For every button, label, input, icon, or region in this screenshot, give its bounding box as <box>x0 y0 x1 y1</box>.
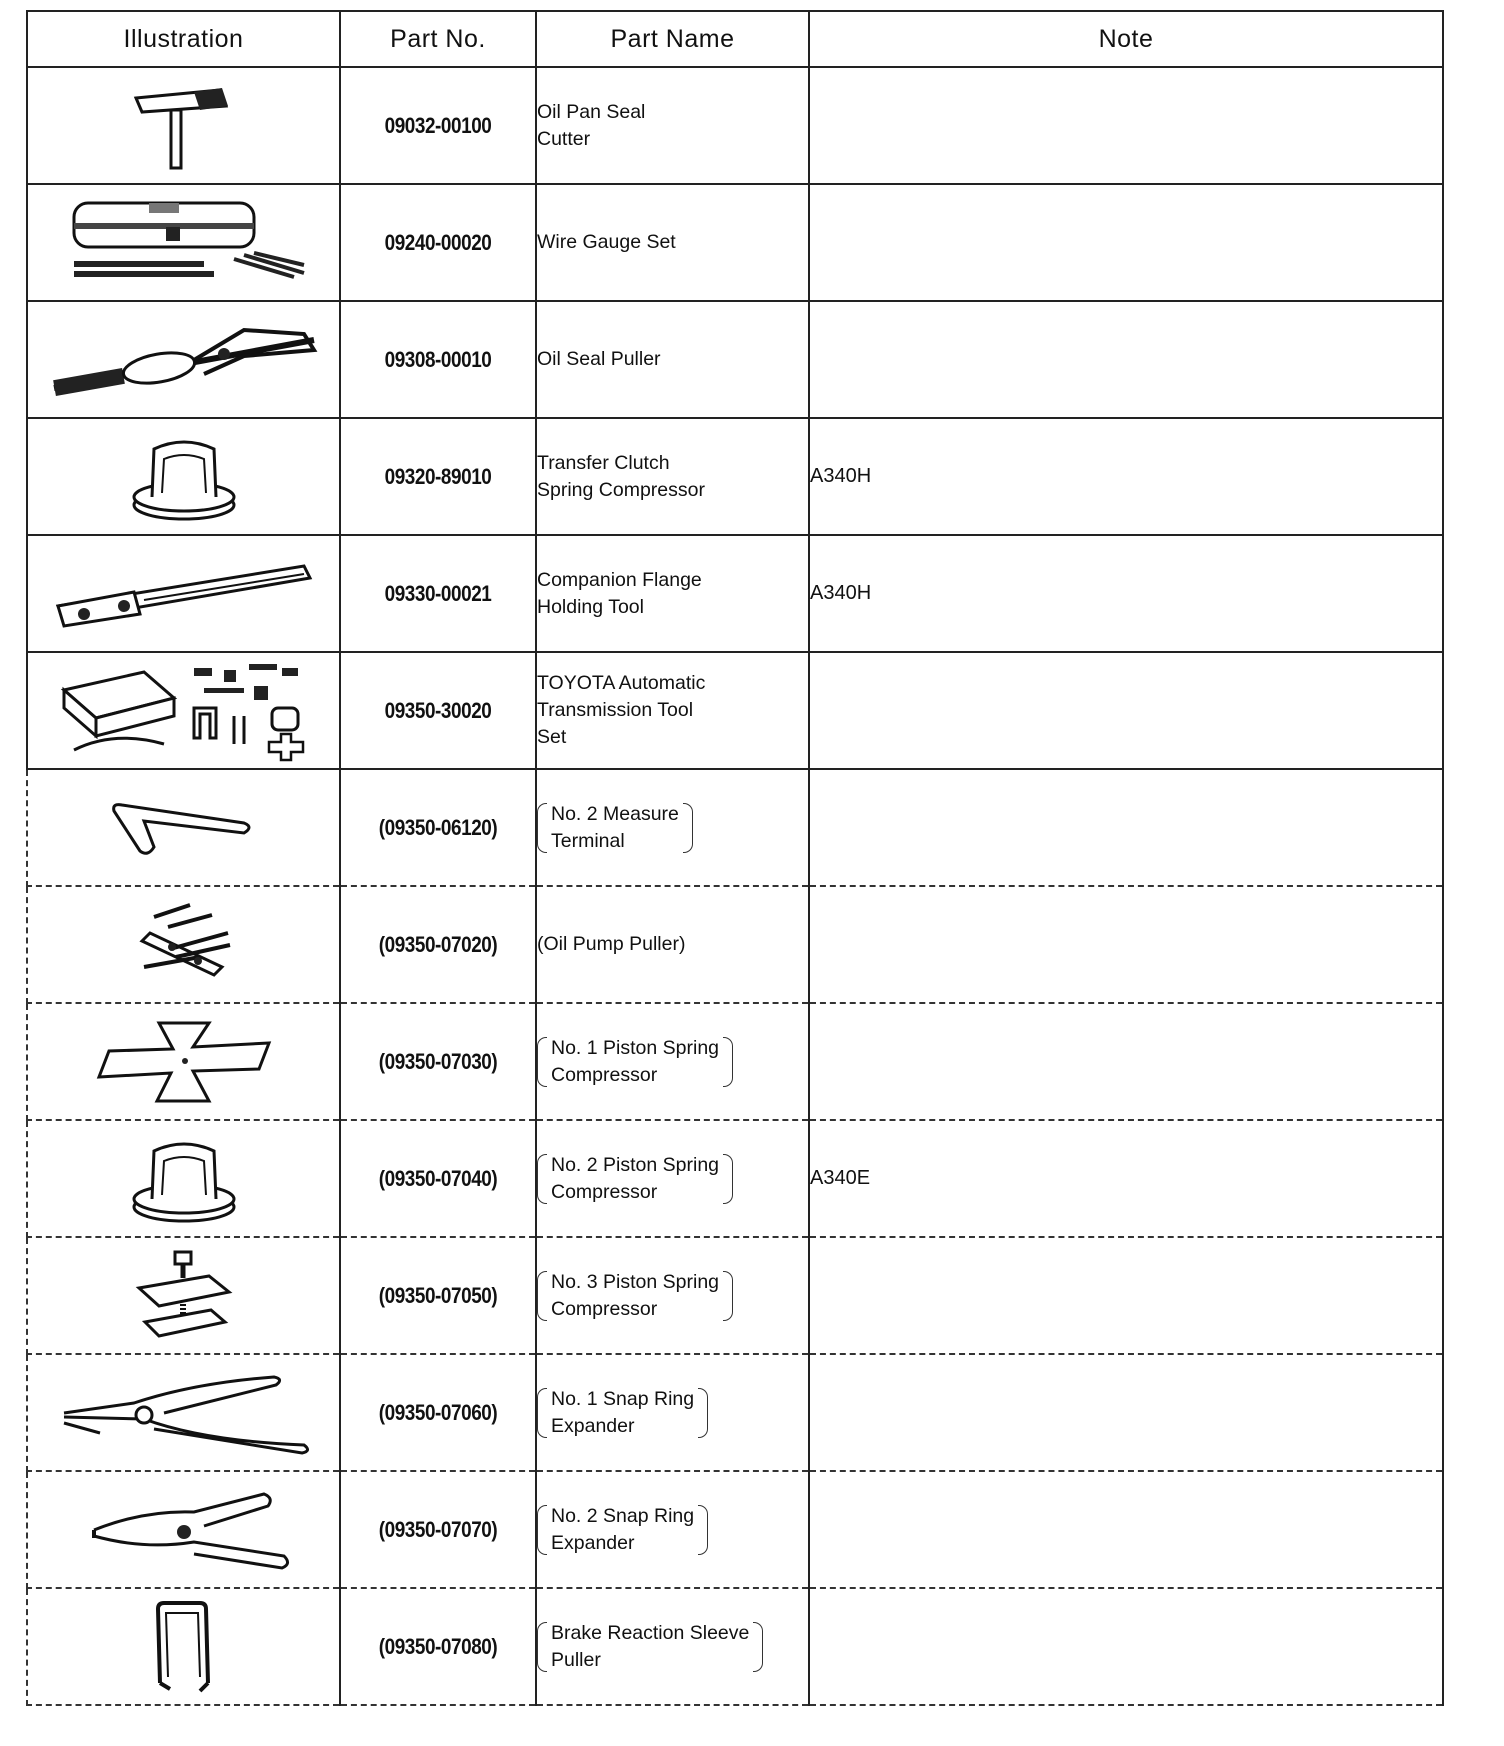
part-name-cell <box>536 418 809 535</box>
part-name-line: Expander <box>551 1414 635 1437</box>
part-name-cell <box>536 1471 809 1588</box>
table-row <box>27 1588 1443 1705</box>
illustration-cell <box>27 1237 340 1354</box>
note <box>809 301 1443 418</box>
table-row <box>27 1120 1443 1237</box>
part-name-bracket <box>537 1035 733 1089</box>
part-name-cell <box>536 1120 809 1237</box>
special-service-tools-table <box>26 10 1442 1725</box>
illustration-cell <box>27 301 340 418</box>
part-name-line: Compressor <box>551 1063 658 1086</box>
note <box>809 769 1443 886</box>
part-number: (09350-07020) <box>354 886 523 1003</box>
part-name-line: No. 2 Snap Ring <box>551 1504 695 1527</box>
illustration-cell <box>27 418 340 535</box>
part-name-cell <box>536 886 809 1003</box>
part-name-line: Cutter <box>537 127 591 150</box>
part-name-line: No. 2 Piston Spring <box>551 1153 720 1176</box>
illustration-cell <box>27 1471 340 1588</box>
oil-pump-puller-icon <box>28 897 339 992</box>
part-name-cell <box>536 769 809 886</box>
part-name-bracket <box>537 1269 733 1323</box>
table-row <box>27 1471 1443 1588</box>
table-row <box>27 1237 1443 1354</box>
part-number: (09350-07030) <box>354 1003 523 1120</box>
illustration-cell <box>27 769 340 886</box>
part-number: 09330-00021 <box>354 535 523 652</box>
part-number: (09350-06120) <box>354 769 523 886</box>
table-row <box>27 418 1443 535</box>
spring-compressor-icon <box>28 1129 339 1229</box>
note <box>809 886 1443 1003</box>
part-number: (09350-07050) <box>354 1237 523 1354</box>
wire-gauge-set-icon <box>28 193 339 293</box>
note <box>809 184 1443 301</box>
part-name-cell <box>536 1354 809 1471</box>
oil-seal-puller-icon <box>28 310 339 410</box>
note <box>809 1588 1443 1705</box>
header-part-no: Part No. <box>340 11 536 67</box>
snap-ring-expander-icon <box>28 1480 339 1580</box>
part-name-bracket <box>537 1152 733 1206</box>
illustration-cell <box>27 184 340 301</box>
table-row <box>27 1003 1443 1120</box>
note <box>809 652 1443 769</box>
holding-tool-icon <box>28 544 339 644</box>
part-name-cell <box>536 652 809 769</box>
part-name-line: Companion Flange <box>537 568 702 591</box>
part-name-line: Puller <box>551 1648 601 1671</box>
table-row <box>27 535 1443 652</box>
part-name-line: Oil Seal Puller <box>537 348 661 370</box>
note <box>809 1354 1443 1471</box>
part-number: 09032-00100 <box>354 67 523 184</box>
illustration-cell <box>27 67 340 184</box>
note <box>809 1471 1443 1588</box>
note: A340E <box>809 1120 1443 1237</box>
part-number: (09350-07060) <box>354 1354 523 1471</box>
part-name-line: No. 3 Piston Spring <box>551 1270 720 1293</box>
part-name-line: Terminal <box>551 829 625 852</box>
note <box>809 1237 1443 1354</box>
header-part-name: Part Name <box>536 11 809 67</box>
part-name-line: Transfer Clutch <box>537 451 670 474</box>
part-name-bracket <box>537 1620 763 1674</box>
part-name-line: Holding Tool <box>537 595 644 618</box>
table-row <box>27 301 1443 418</box>
part-name-cell <box>536 1588 809 1705</box>
illustration-cell <box>27 1003 340 1120</box>
spring-compressor-icon <box>28 427 339 527</box>
part-number: 09350-30020 <box>354 652 523 769</box>
part-name-line: Transmission Tool <box>537 699 694 721</box>
part-name-line: No. 2 Measure <box>551 802 679 825</box>
header-note: Note <box>809 11 1443 67</box>
illustration-cell <box>27 1354 340 1471</box>
part-name-line: Set <box>537 726 567 748</box>
part-name-cell <box>536 535 809 652</box>
note <box>809 1003 1443 1120</box>
part-name-line: Compressor <box>551 1297 658 1320</box>
part-name-line: Compressor <box>551 1180 658 1203</box>
part-name-cell <box>536 1003 809 1120</box>
part-name-cell <box>536 1237 809 1354</box>
table-row <box>27 1354 1443 1471</box>
plate-bolt-icon <box>28 1248 339 1343</box>
header-row <box>27 11 1443 67</box>
part-name-cell <box>536 184 809 301</box>
part-name-line: (Oil Pump Puller) <box>537 933 686 955</box>
part-name-line: Spring Compressor <box>537 478 705 501</box>
part-number: (09350-07040) <box>354 1120 523 1237</box>
part-name-cell <box>536 67 809 184</box>
part-name-cell <box>536 301 809 418</box>
cross-plate-icon <box>28 1017 339 1107</box>
table-row <box>27 886 1443 1003</box>
note: A340H <box>809 535 1443 652</box>
tools-table <box>26 10 1444 1706</box>
illustration-cell <box>27 1120 340 1237</box>
sleeve-puller-icon <box>28 1597 339 1697</box>
table-row <box>27 652 1443 769</box>
illustration-cell <box>27 886 340 1003</box>
table-row <box>27 67 1443 184</box>
part-name-line: Oil Pan Seal <box>537 100 646 123</box>
part-name-bracket <box>537 1386 708 1440</box>
part-name-line: Wire Gauge Set <box>537 231 676 253</box>
part-number: 09320-89010 <box>354 418 523 535</box>
part-name-line: No. 1 Snap Ring <box>551 1387 695 1410</box>
part-name-bracket <box>537 1503 708 1557</box>
note: A340H <box>809 418 1443 535</box>
part-name-line: Brake Reaction Sleeve <box>551 1621 750 1644</box>
table-row <box>27 184 1443 301</box>
header-illustration: Illustration <box>27 11 340 67</box>
part-name-line: TOYOTA Automatic <box>537 672 706 694</box>
illustration-cell <box>27 652 340 769</box>
illustration-cell <box>27 535 340 652</box>
part-number: (09350-07080) <box>354 1588 523 1705</box>
part-name-line: No. 1 Piston Spring <box>551 1036 720 1059</box>
illustration-cell <box>27 1588 340 1705</box>
part-number: (09350-07070) <box>354 1471 523 1588</box>
snap-ring-expander-icon <box>28 1363 339 1463</box>
part-name-bracket <box>537 801 693 855</box>
tool-set-icon <box>28 658 339 763</box>
part-name-line: Expander <box>551 1531 635 1554</box>
measure-terminal-icon <box>28 793 339 863</box>
note <box>809 67 1443 184</box>
oil-pan-seal-cutter-icon <box>28 76 339 176</box>
part-number: 09240-00020 <box>354 184 523 301</box>
table-row <box>27 769 1443 886</box>
part-number: 09308-00010 <box>354 301 523 418</box>
